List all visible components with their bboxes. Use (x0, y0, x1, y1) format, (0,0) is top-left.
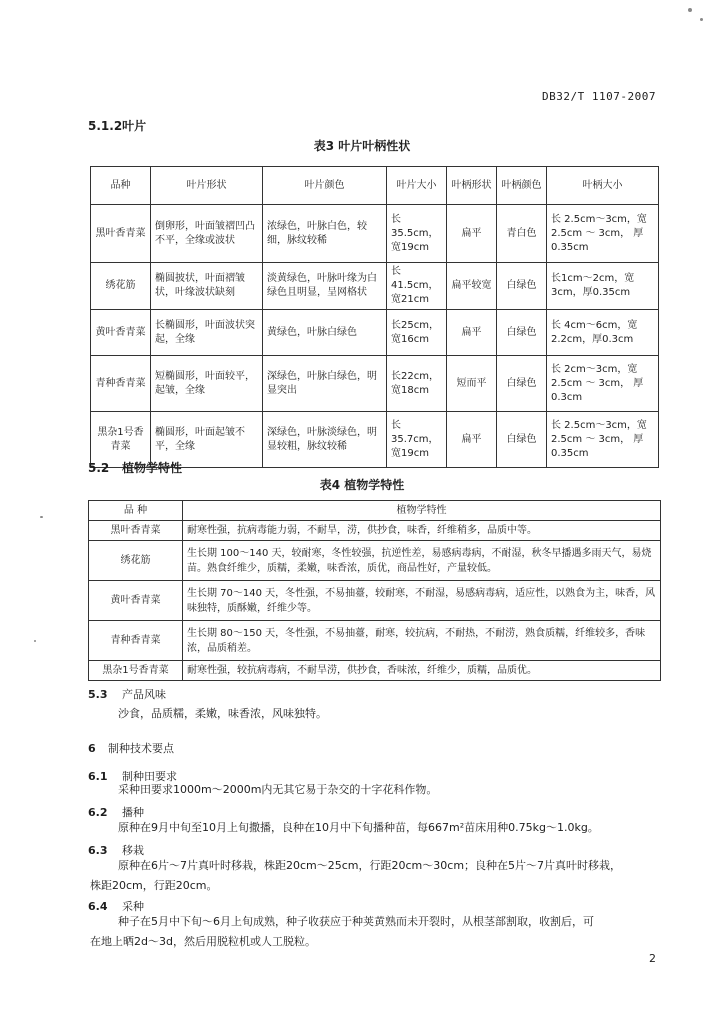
cell-petiole-shape: 扁平 (447, 412, 497, 468)
table-row (91, 263, 659, 310)
scan-speck (40, 516, 43, 518)
section-title: 植物学特性 (122, 461, 183, 475)
section-heading (88, 686, 166, 702)
table-header-row (91, 167, 659, 205)
cell-petiole-size: 长 2.5cm～3cm，宽 2.5cm ～ 3cm， 厚 0.35cm (547, 412, 659, 468)
cell-petiole-shape: 扁平 (447, 205, 497, 263)
cell-variety: 黄叶香青菜 (91, 310, 151, 356)
col-header: 品 种 (89, 501, 183, 521)
table-row (91, 205, 659, 263)
col-header: 叶柄形状 (447, 167, 497, 205)
cell-leaf-size: 长25cm，宽16cm (387, 310, 447, 356)
leaf-petiole-table (90, 166, 659, 468)
cell-petiole-color: 白绿色 (497, 310, 547, 356)
col-header: 叶片大小 (387, 167, 447, 205)
cell-leaf-size: 长41.5cm，宽21cm (387, 263, 447, 310)
section-text-line: 株距20cm，行距20cm。 (90, 879, 218, 892)
cell-petiole-size: 长 4cm～6cm，宽 2.2cm，厚0.3cm (547, 310, 659, 356)
col-header: 品种 (91, 167, 151, 205)
table-row (89, 541, 661, 581)
cell-leaf-size: 长35.5cm，宽19cm (387, 205, 447, 263)
col-header: 叶柄颜色 (497, 167, 547, 205)
table-row (89, 621, 661, 661)
section-title: 播种 (122, 806, 144, 819)
cell-variety: 黄叶香青菜 (89, 581, 183, 621)
table4-caption: 表4 植物学特性 (319, 478, 405, 492)
cell-traits: 生长期 70～140 天，冬性强，不易抽薹，较耐寒，不耐湿，易感病毒病，适应性，以熟食为主，味香，风味独特，质酥嫩，纤维少等。 (183, 581, 661, 621)
table-row (89, 661, 661, 681)
scan-speck (700, 18, 703, 21)
cell-variety: 黑叶香青菜 (89, 521, 183, 541)
cell-leaf-shape: 短椭圆形，叶面较平，起皱，全缘 (151, 356, 263, 412)
section-heading (88, 117, 146, 134)
section-title: 产品风味 (122, 688, 166, 701)
scan-speck (34, 640, 36, 642)
cell-variety: 黑杂1号香青菜 (89, 661, 183, 681)
cell-traits: 生长期 80～150 天，冬性强，不易抽薹，耐寒，较抗病，不耐热，不耐涝，熟食质糯，纤维较多，香味浓，品质稍差。 (183, 621, 661, 661)
cell-leaf-shape: 椭圆披状，叶面褶皱状，叶缘波状缺刻 (151, 263, 263, 310)
section-text-line: 原种在6片～7片真叶时移栽，株距20cm～25cm，行距20cm～30cm；良种在5片～7片真叶时移栽， (118, 859, 622, 872)
cell-traits: 耐寒性强，抗病毒能力弱，不耐旱，涝，供抄食，味香，纤维稍多，品质中等。 (183, 521, 661, 541)
table-row (91, 310, 659, 356)
col-header: 叶柄大小 (547, 167, 659, 205)
cell-leaf-color: 黄绿色，叶脉白绿色 (263, 310, 387, 356)
section-heading (88, 459, 182, 476)
cell-petiole-shape: 短而平 (447, 356, 497, 412)
cell-petiole-color: 白绿色 (497, 412, 547, 468)
cell-variety: 青种香青菜 (91, 356, 151, 412)
document-number: DB32/T 1107-2007 (542, 90, 656, 103)
col-header: 叶片形状 (151, 167, 263, 205)
cell-variety: 绣花筋 (91, 263, 151, 310)
cell-variety: 绣花筋 (89, 541, 183, 581)
cell-leaf-shape: 椭圆形，叶面起皱不平，全缘 (151, 412, 263, 468)
section-number: 5.2 (88, 461, 110, 475)
table3-caption: 表3 叶片叶柄性状 (313, 139, 411, 153)
section-title: 移栽 (122, 844, 144, 857)
cell-leaf-color: 淡黄绿色，叶脉叶缘为白绿色且明显，呈网格状 (263, 263, 387, 310)
section-number: 6.4 (88, 900, 108, 913)
section-number: 6.3 (88, 844, 108, 857)
col-header: 植物学特性 (183, 501, 661, 521)
section-text: 采种田要求1000m～2000m内无其它易于杂交的十字花科作物。 (118, 783, 438, 796)
section-text-line: 种子在5月中下旬～6月上旬成熟，种子收获应于种荚黄熟而未开裂时，从根茎部割取，收割后，可 (118, 915, 594, 928)
cell-variety: 青种香青菜 (89, 621, 183, 661)
table-row (91, 356, 659, 412)
section-number: 5.3 (88, 688, 108, 701)
scan-speck (688, 8, 692, 12)
section-text-line: 在地上晒2d～3d，然后用脱粒机或人工脱粒。 (90, 935, 316, 948)
cell-petiole-size: 长 2.5cm～3cm，宽 2.5cm ～ 3cm， 厚 0.35cm (547, 205, 659, 263)
cell-leaf-size: 长22cm，宽18cm (387, 356, 447, 412)
section-text: 原种在9月中旬至10月上旬撒播，良种在10月中下旬播种苗，每667m²苗床用种0.75kg～1.0kg。 (118, 821, 599, 834)
cell-leaf-color: 浓绿色，叶脉白色，较细，脉纹较稀 (263, 205, 387, 263)
cell-variety: 黑杂1号香青菜 (91, 412, 151, 468)
section-title: 制种技术要点 (108, 742, 174, 755)
table-header-row (89, 501, 661, 521)
section-heading (88, 740, 174, 756)
cell-petiole-size: 长 2cm～3cm，宽 2.5cm ～ 3cm， 厚 0.3cm (547, 356, 659, 412)
cell-petiole-color: 白绿色 (497, 263, 547, 310)
section-title: 制种田要求 (122, 770, 177, 783)
cell-petiole-shape: 扁平较宽 (447, 263, 497, 310)
section-title: 采种 (122, 900, 144, 913)
page-number: 2 (649, 952, 656, 965)
section-text: 沙食，品质糯，柔嫩，味香浓，风味独特。 (118, 707, 327, 720)
section-number: 5.1.2 (88, 119, 123, 133)
section-number: 6.1 (88, 770, 108, 783)
cell-leaf-color: 深绿色，叶脉淡绿色，明显较粗，脉纹较稀 (263, 412, 387, 468)
cell-petiole-color: 青白色 (497, 205, 547, 263)
section-number: 6 (88, 742, 96, 755)
cell-leaf-color: 深绿色，叶脉白绿色，明显突出 (263, 356, 387, 412)
cell-traits: 耐寒性强，较抗病毒病，不耐旱涝，供抄食，香味浓，纤维少，质糯，品质优。 (183, 661, 661, 681)
cell-petiole-size: 长1cm～2cm，宽3cm，厚0.35cm (547, 263, 659, 310)
cell-leaf-size: 长35.7cm，宽19cm (387, 412, 447, 468)
cell-petiole-shape: 扁平 (447, 310, 497, 356)
table-row (89, 521, 661, 541)
cell-traits: 生长期 100～140 天，较耐寒，冬性较强，抗逆性差，易感病毒病，不耐湿，秋冬早播遇多雨天气，易烧苗。熟食纤维少，质糯，柔嫩，味香浓，质优，商品性好，产量较低。 (183, 541, 661, 581)
table-row (89, 581, 661, 621)
section-number: 6.2 (88, 806, 108, 819)
col-header: 叶片颜色 (263, 167, 387, 205)
botanical-traits-table (88, 500, 661, 681)
cell-leaf-shape: 倒卵形，叶面皱褶凹凸不平，全缘或波状 (151, 205, 263, 263)
cell-variety: 黑叶香青菜 (91, 205, 151, 263)
section-title: 叶片 (122, 119, 147, 133)
cell-leaf-shape: 长椭圆形，叶面波状突起，全缘 (151, 310, 263, 356)
cell-petiole-color: 白绿色 (497, 356, 547, 412)
